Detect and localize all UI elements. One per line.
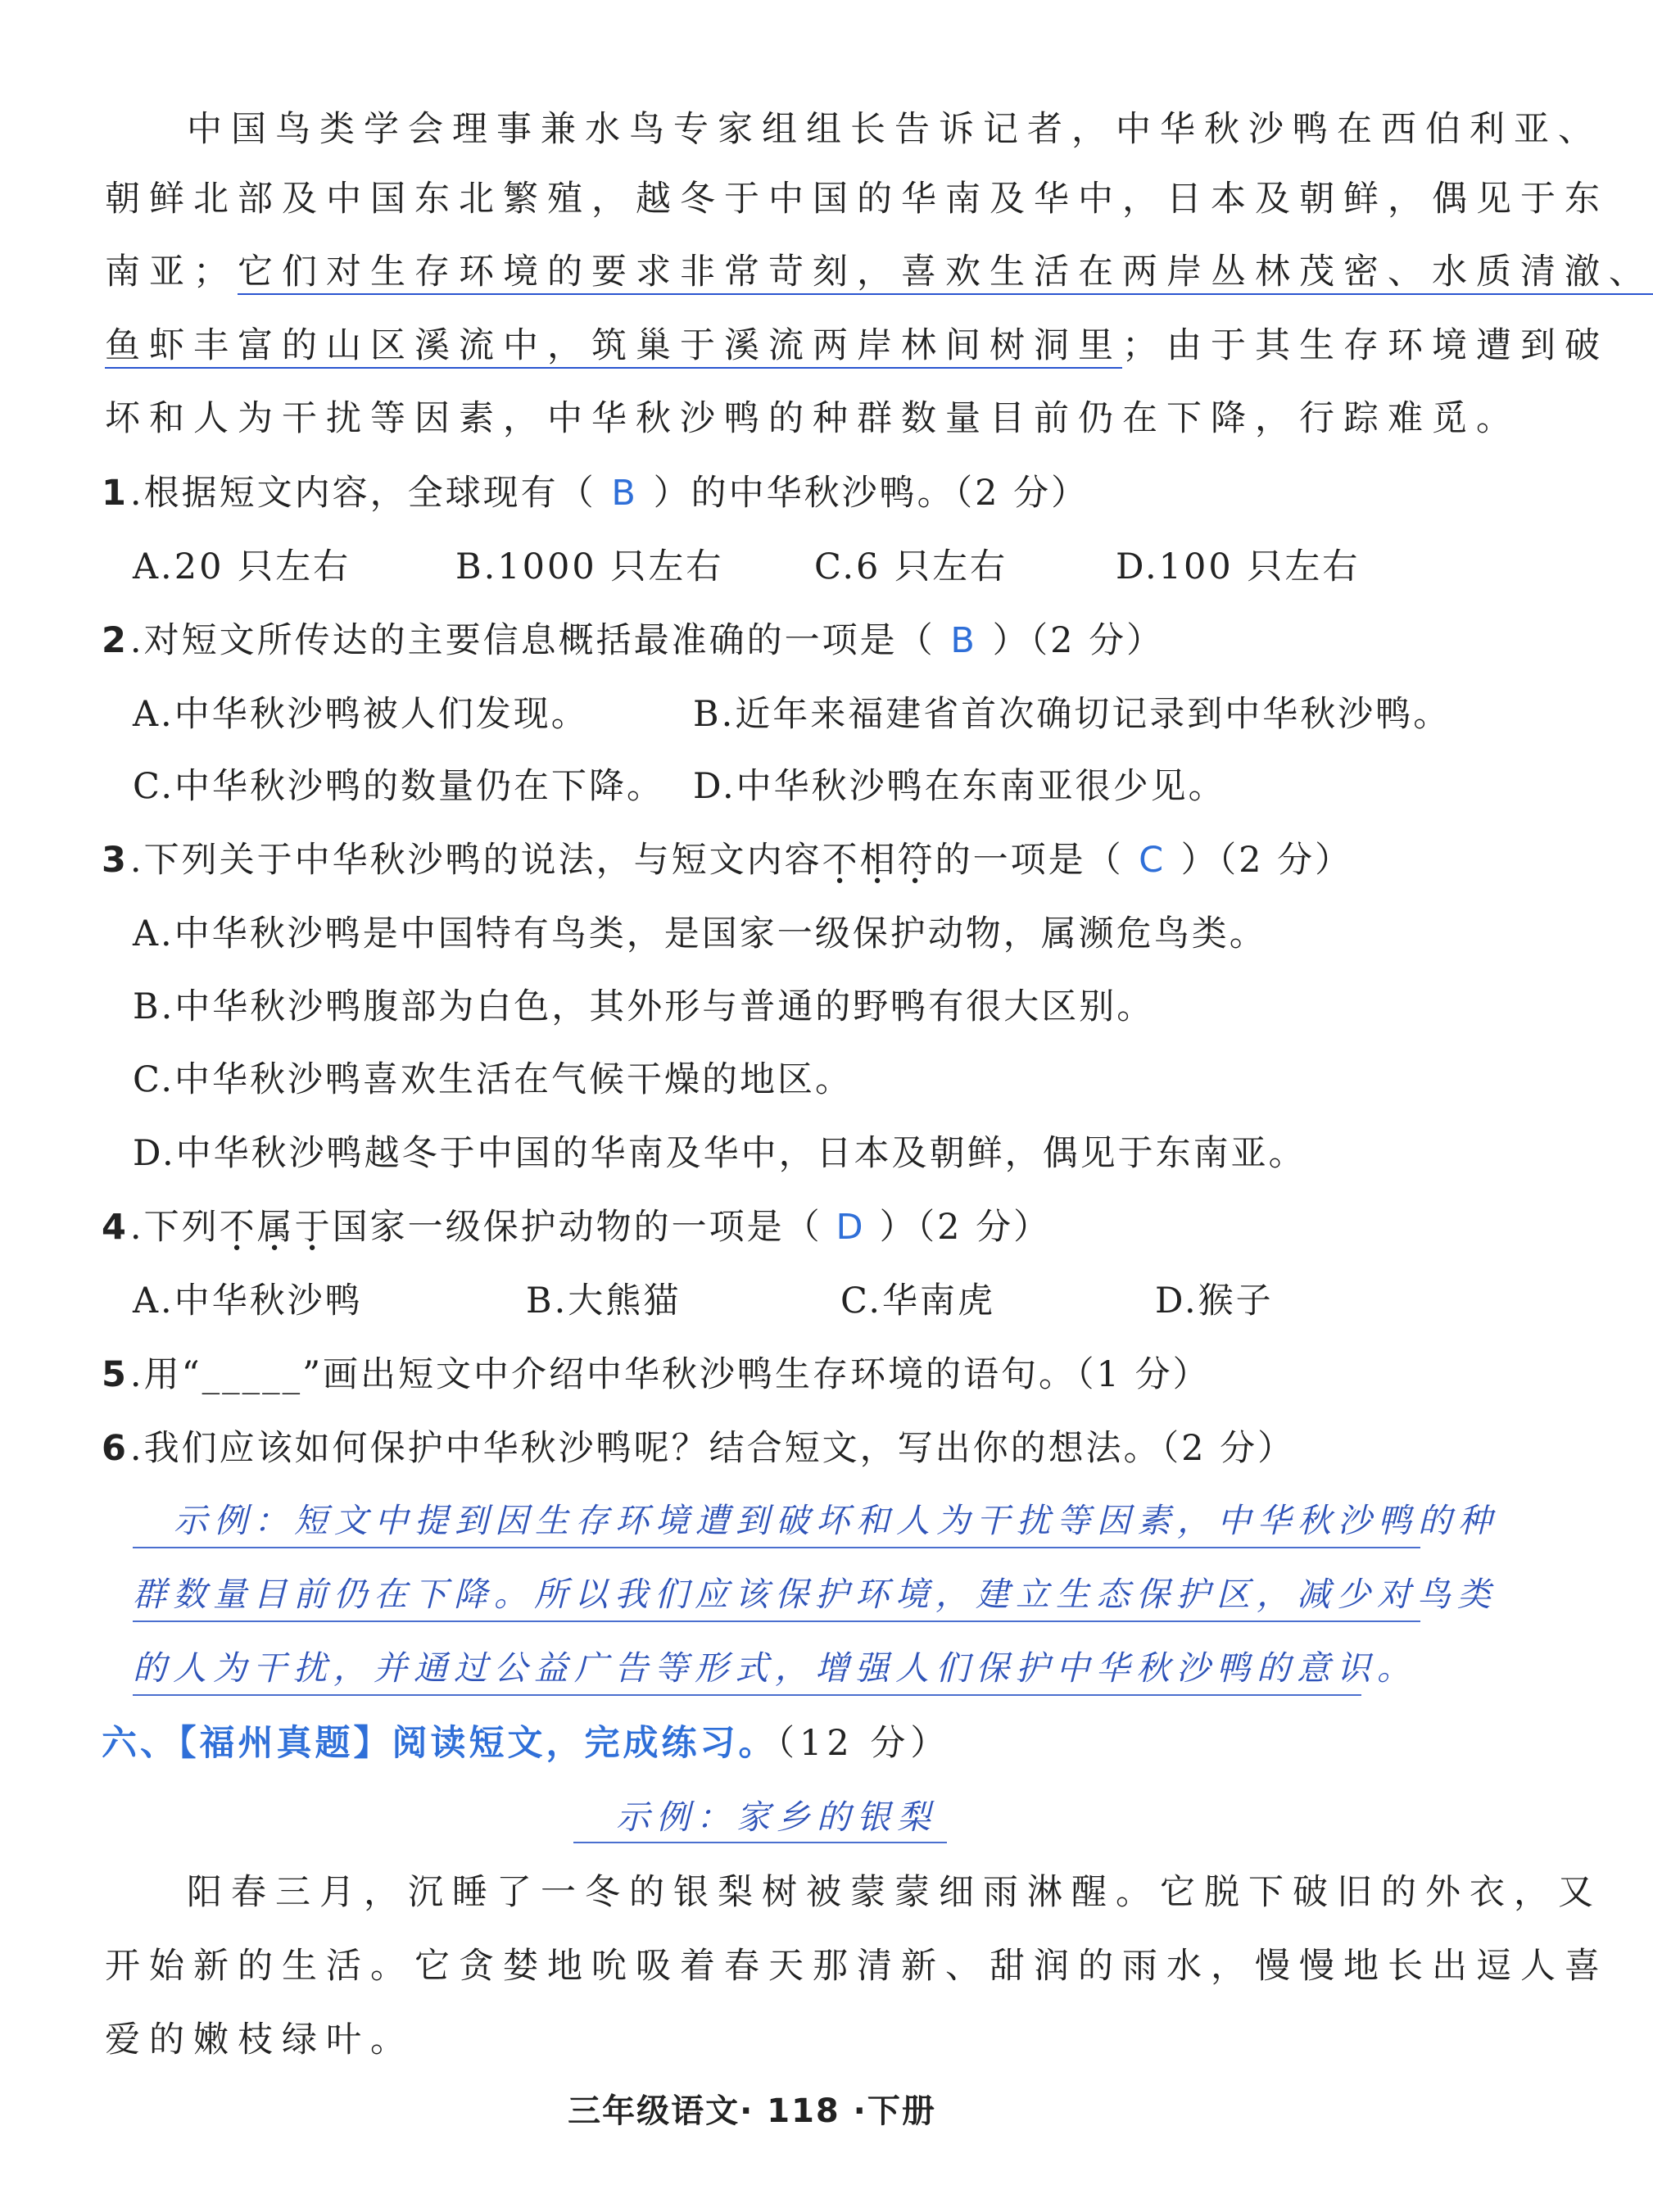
question-text: 的一项是（	[935, 840, 1124, 881]
question-text: 国家一级保护动物的一项是（	[332, 1207, 822, 1248]
option-d: D.中华秋沙鸭在东南亚很少见。	[693, 766, 1226, 807]
option-d: D.中华秋沙鸭越冬于中国的华南及华中，日本及朝鲜，偶见于东南亚。	[133, 1133, 1307, 1174]
question-text: .下列	[129, 1207, 220, 1248]
option-b: B.大熊猫	[526, 1281, 682, 1321]
emphasis-char: 于	[294, 1207, 333, 1248]
emphasis-char: 不	[219, 1207, 257, 1248]
option-d: D.100 只左右	[1116, 546, 1361, 587]
option-a: A.中华秋沙鸭	[133, 1281, 363, 1321]
title-answer-rule	[573, 1842, 947, 1843]
option-b: B.近年来福建省首次确切记录到中华秋沙鸭。	[693, 694, 1451, 735]
answer-rule	[133, 1620, 1420, 1622]
handwritten-title-answer: 示例：家乡的银梨	[616, 1797, 937, 1837]
option-a: A.20 只左右	[133, 546, 351, 587]
section-6-para-line-1: 阳春三月，沉睡了一冬的银梨树被蒙蒙细雨淋醒。它脱下破旧的外衣，又	[187, 1872, 1602, 1913]
question-text: .对短文所传达的主要信息概括最准确的一项是（	[129, 620, 935, 661]
answer-rule	[133, 1547, 1420, 1548]
question-number: 4	[102, 1207, 129, 1248]
passage-line-4-end: ；由于其生存环境遭到破	[1122, 325, 1609, 366]
question-6	[102, 1424, 1295, 1473]
passage-line-4	[105, 321, 1609, 370]
handwritten-answer-line-3: 的人为干扰，并通过公益广告等形式，增强人们保护中华秋沙鸭的意识。	[133, 1648, 1417, 1688]
habitat-underline-2: 鱼虾丰富的山区溪流中，筑巢于溪流两岸林间树洞里	[105, 325, 1122, 366]
question-number: 6	[102, 1428, 129, 1469]
section-instruction: 】阅读短文，完成练习。	[353, 1723, 777, 1764]
question-3	[102, 836, 1352, 885]
option-c: C.中华秋沙鸭的数量仍在下降。	[133, 766, 665, 807]
option-b: B.1000 只左右	[455, 546, 724, 587]
option-a: A.中华秋沙鸭是中国特有鸟类，是国家一级保护动物，属濒危鸟类。	[133, 913, 1267, 954]
question-number: 3	[102, 840, 129, 881]
answer-mark: C	[1139, 840, 1166, 881]
question-score: ）的中华秋沙鸭。（2 分）	[653, 473, 1089, 514]
emphasis-char: 相	[859, 840, 898, 881]
question-5	[102, 1350, 1211, 1399]
option-c: C.华南虎	[840, 1281, 996, 1321]
section-prefix: 六、【	[102, 1723, 200, 1764]
question-text: .我们应该如何保护中华秋沙鸭呢？结合短文，写出你的想法。（2 分）	[129, 1428, 1296, 1469]
answer-mark: B	[611, 473, 638, 514]
emphasis-char: 符	[897, 840, 935, 881]
option-a: A.中华秋沙鸭被人们发现。	[133, 694, 589, 735]
question-text: .用“_____”画出短文中介绍中华秋沙鸭生存环境的语句。（1 分）	[129, 1354, 1211, 1395]
passage-line-3-start: 南亚；	[105, 252, 238, 292]
source-tag: 福州真题	[199, 1723, 354, 1764]
question-text: .下列关于中华秋沙鸭的说法，与短文内容	[129, 840, 822, 881]
passage-line-5: 坏和人为干扰等因素，中华秋沙鸭的种群数量目前仍在下降，行踪难觅。	[105, 398, 1520, 439]
section-6-para-line-3: 爱的嫩枝绿叶。	[105, 2019, 414, 2060]
question-number: 2	[102, 620, 129, 661]
option-c: C.中华秋沙鸭喜欢生活在气候干燥的地区。	[133, 1059, 854, 1100]
section-6-heading	[102, 1719, 950, 1768]
habitat-underline-1: 它们对生存环境的要求非常苛刻，喜欢生活在两岸丛林茂密、水质清澈、	[238, 252, 1653, 292]
question-number: 1	[102, 473, 129, 514]
emphasis-char: 不	[822, 840, 860, 881]
question-score: ）（2 分）	[879, 1207, 1052, 1248]
section-points: （12 分）	[777, 1723, 951, 1764]
answer-rule	[133, 1694, 1361, 1696]
passage-line-2: 朝鲜北部及中国东北繁殖，越冬于中国的华南及华中，日本及朝鲜，偶见于东	[105, 179, 1609, 220]
question-2	[102, 616, 1164, 665]
page-footer: 三年级语文· 118 ·下册	[568, 2092, 936, 2130]
question-text: .根据短文内容，全球现有（	[129, 473, 596, 514]
answer-mark: B	[950, 620, 977, 661]
option-c: C.6 只左右	[814, 546, 1008, 587]
answer-mark: D	[836, 1207, 866, 1248]
emphasis-char: 属	[256, 1207, 295, 1248]
option-d: D.猴子	[1155, 1281, 1274, 1321]
question-1	[102, 469, 1089, 518]
handwritten-answer-line-1: 示例：短文中提到因生存环境遭到破坏和人为干扰等因素，中华秋沙鸭的种	[174, 1501, 1498, 1540]
passage-line-1: 中国鸟类学会理事兼水鸟专家组组长告诉记者，中华秋沙鸭在西伯利亚、	[187, 109, 1602, 150]
question-score: ）（2 分）	[992, 620, 1165, 661]
question-number: 5	[102, 1354, 129, 1395]
option-b: B.中华秋沙鸭腹部为白色，其外形与普通的野鸭有很大区别。	[133, 986, 1155, 1027]
handwritten-answer-line-2: 群数量目前仍在下降。所以我们应该保护环境，建立生态保护区，减少对鸟类	[133, 1575, 1497, 1614]
section-6-para-line-2: 开始新的生活。它贪婪地吮吸着春天那清新、甜润的雨水，慢慢地长出逗人喜	[105, 1946, 1609, 1987]
question-score: ）（2 分）	[1180, 840, 1353, 881]
passage-line-3	[105, 247, 1653, 297]
question-4	[102, 1203, 1051, 1252]
